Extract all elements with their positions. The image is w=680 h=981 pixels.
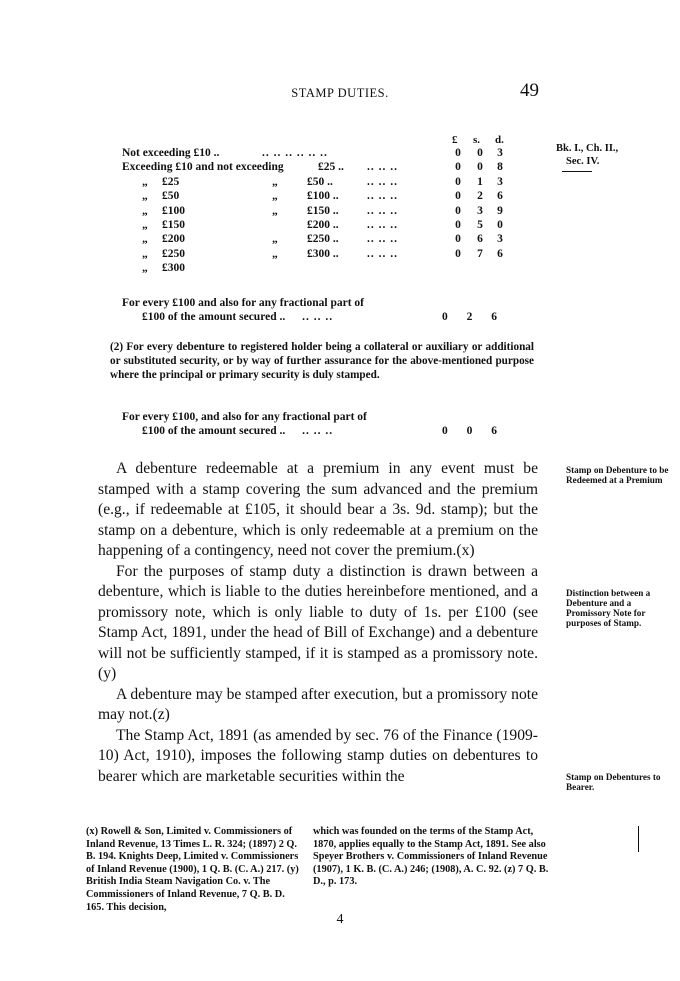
duty-pounds: 0: [455, 175, 461, 188]
duty-pounds: 0: [455, 147, 461, 159]
leader-dots: .. .. ..: [302, 311, 334, 324]
ditto-mark: „: [272, 233, 278, 246]
ditto-mark: „: [142, 190, 148, 203]
margin-bar: [638, 826, 639, 852]
margin-note-premium: Stamp on Debenture to be Redeemed at a Premium: [566, 465, 669, 485]
duty-pence: 3: [497, 175, 503, 188]
schedule-row: [122, 160, 534, 174]
side-reference: [556, 142, 666, 168]
duty-pounds: 0: [455, 204, 461, 217]
schedule-row: [122, 261, 534, 275]
amount-low: Exceeding £10 and not exceeding: [122, 161, 284, 174]
leader-dots: .. .. ..: [367, 247, 398, 260]
footnotes-left: (x) Rowell & Son, Limited v. Commissioners of Inland Revenue, 13 Times L. R. 324; (1897) 2 Q. B. 194. Knights Deep, Limited v. Commissioners of Inland Revenue (1900), 1 Q. B. (C. A.) 217. (y) British India Steam Navigation Co. v. The Commissioners of Inland Revenue, 7 Q. B. D. 165. This decision,: [86, 826, 299, 913]
leader-dots: .. .. ..: [367, 233, 398, 246]
duty-shillings: 7: [477, 247, 483, 260]
every-hundred-clause-2: [122, 410, 534, 438]
paragraph: The Stamp Act, 1891 (as amended by sec. 76 of the Finance (1909-10) Act, 1910), imposes the following stamp duties on debentures to bearer which are marketable securities within the: [98, 726, 538, 785]
schedule-row: [122, 189, 534, 203]
running-head: STAMP DUTIES.: [291, 86, 389, 100]
schedule-row: [122, 175, 534, 189]
every-hundred-clause-1: [122, 296, 534, 324]
duty-pounds: 0: [455, 247, 461, 260]
amount-low: £250: [162, 247, 185, 260]
amount-high: £300 ..: [307, 247, 339, 260]
schedule-row: [122, 232, 534, 246]
paragraph: A debenture may be stamped after execution, but a promissory note may not.(z): [98, 685, 538, 723]
amount-high: £25 ..: [318, 161, 344, 174]
duty-schedule: [122, 146, 534, 276]
side-reference-book: Bk. I., Ch. II.,: [556, 143, 619, 154]
every-hundred-line-1: For every £100, and also for any fractional part of: [122, 411, 367, 423]
every-hundred-duty: 0 2 6: [442, 311, 505, 324]
duty-shillings: 3: [477, 204, 483, 217]
side-reference-rule: [562, 171, 592, 172]
ditto-mark: „: [142, 247, 148, 260]
leader-dots: .. .. ..: [367, 190, 398, 203]
duty-pounds: 0: [455, 161, 461, 174]
amount-low: £200: [162, 233, 185, 246]
signature-mark: 4: [336, 912, 344, 927]
ditto-mark: „: [272, 190, 278, 203]
schedule-row: [122, 204, 534, 218]
paragraph: A debenture redeemable at a premium in any event must be stamped with a stamp covering the sum advanced and the premium (e.g., if redeemable at £105, it should bear a 3s. 9d. stamp); but the stamp on a debenture, which is only redeemable at a premium on the happening of a contingency, need not cover the premium.(x): [98, 460, 538, 559]
duty-shillings: 5: [477, 218, 483, 231]
duty-pence: 6: [497, 247, 503, 260]
duty-pounds: 0: [455, 218, 461, 231]
ditto-mark: „: [142, 175, 148, 188]
ditto-mark: „: [142, 262, 148, 275]
margin-note-bearer: Stamp on Debentures to Bearer.: [566, 772, 661, 792]
duty-pence: 6: [497, 190, 503, 203]
ditto-mark: „: [272, 204, 278, 217]
schedule-row: [122, 218, 534, 232]
col-head-pence: d.: [495, 134, 504, 146]
side-reference-section: Sec. IV.: [566, 156, 600, 167]
margin-note-distinction: Distinction between a Debenture and a Promissory Note for purposes of Stamp.: [566, 588, 651, 628]
ditto-mark: „: [142, 233, 148, 246]
leader-dots: .. .. ..: [367, 161, 398, 174]
duty-pence: 8: [497, 161, 503, 174]
amount-low: £50: [162, 190, 180, 203]
duty-pounds: 0: [455, 233, 461, 246]
amount-high: £250 ..: [307, 233, 339, 246]
duty-pence: 0: [497, 218, 503, 231]
duty-pence: 3: [497, 147, 503, 159]
every-hundred-line-2: [122, 424, 534, 438]
every-hundred-duty: 0 0 6: [442, 425, 505, 438]
duty-pounds: 0: [455, 190, 461, 203]
clause-2-text: (2) For every debenture to registered holder being a collateral or auxiliary or additional or substituted security, or by way of further assurance for the above-mentioned purpose where the principal or primary security is duly stamped.: [110, 341, 534, 382]
every-hundred-text: £100 of the amount secured ..: [142, 425, 286, 438]
leader-dots: .. .. .. .. .. ..: [262, 147, 328, 159]
col-head-shillings: s.: [473, 134, 481, 146]
ditto-mark: „: [142, 218, 148, 231]
duty-shillings: 2: [477, 190, 483, 203]
amount-low: Not exceeding £10 ..: [122, 147, 220, 159]
footnotes-right: which was founded on the terms of the Stamp Act, 1870, applies equally to the Stamp Act, 1891. See also Speyer Brothers v. Commissioners of Inland Revenue (1907), 1 K. B. (C. A.) 246; (1908), A. C. 92. (z) 7 Q. B. D., p. 173.: [313, 826, 549, 888]
amount-low: £300: [162, 262, 185, 275]
ditto-mark: „: [272, 175, 278, 188]
paragraph: For the purposes of stamp duty a distinction is drawn between a debenture, which is liable to the duties hereinbefore mentioned, and a promissory note, which is only liable to duty of 1s. per £100 (see Stamp Act, 1891, under the head of Bill of Exchange) and a debenture will not be sufficiently stamped, if it is stamped as a promissory note.(y): [98, 562, 538, 682]
duty-shillings: 0: [477, 161, 483, 174]
duty-pence: 3: [497, 233, 503, 246]
page-number: 49: [520, 80, 539, 101]
amount-low: £150: [162, 218, 185, 231]
col-head-pounds: £: [452, 134, 458, 146]
duty-shillings: 0: [477, 147, 483, 159]
duty-shillings: 6: [477, 233, 483, 246]
amount-high: £200 ..: [307, 218, 339, 231]
duty-pence: 9: [497, 204, 503, 217]
leader-dots: .. .. ..: [367, 175, 398, 188]
ditto-mark: „: [272, 247, 278, 260]
every-hundred-text: £100 of the amount secured ..: [142, 311, 286, 324]
amount-high: £100 ..: [307, 190, 339, 203]
ditto-mark: „: [142, 204, 148, 217]
every-hundred-line-2: [122, 310, 534, 324]
leader-dots: .. .. ..: [367, 204, 398, 217]
amount-high: £150 ..: [307, 204, 339, 217]
amount-low: £100: [162, 204, 185, 217]
every-hundred-line-1: For every £100 and also for any fractional part of: [122, 297, 365, 309]
amount-low: £25: [162, 175, 180, 188]
leader-dots: .. .. ..: [302, 425, 334, 438]
duty-shillings: 1: [477, 175, 483, 188]
leader-dots: .. .. ..: [367, 218, 398, 231]
body-text: [98, 459, 538, 787]
amount-high: £50 ..: [307, 175, 333, 188]
schedule-row: [122, 146, 534, 160]
schedule-row: [122, 247, 534, 261]
